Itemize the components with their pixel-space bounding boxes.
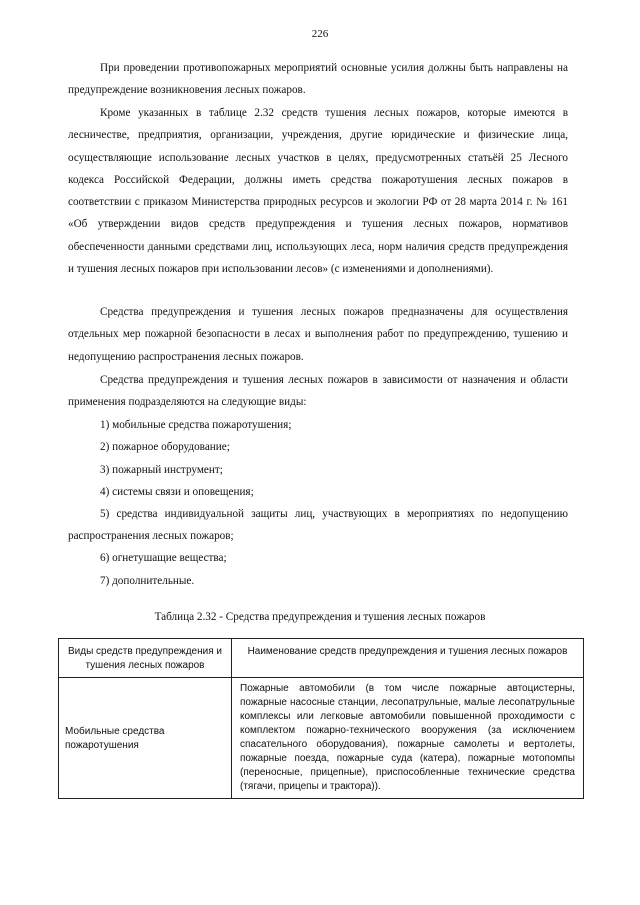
- table-header-row: [59, 639, 584, 678]
- cell-type: Мобильные средства пожаротушения: [59, 678, 232, 799]
- table-row: [59, 678, 584, 799]
- means-table: [58, 638, 584, 799]
- list-item: 3) пожарный инструмент;: [100, 464, 223, 476]
- paragraph-classification: Средства предупреждения и тушения лесных пожаров в зависимости от назначения и области применения подразделяются на следующие виды:: [68, 374, 568, 409]
- list-item: 6) огнетушащие вещества;: [100, 552, 227, 564]
- paragraph-requirements: Кроме указанных в таблице 2.32 средств тушения лесных пожаров, которые имеются в лесничестве, предприятия, организации, учреждения, другие юридические и физические лица, осуществляющие использование лесных участков в целях, предусмотренных статьёй 25 Лесного кодекса Российской Федерации, должны иметь средства пожаротушения лесных пожаров в соответствии с приказом Министерства природных ресурсов и экологии РФ от 28 марта 2014 г. № 161 «Об утверждении видов средств предупреждения и тушения лесных пожаров, нормативов обеспеченности данными средствами лиц, использующих леса, норм наличия средств предупреждения и тушения лесных пожаров при использовании лесов» (с изменениями и дополнениями).: [68, 107, 568, 276]
- list-item: 7) дополнительные.: [100, 575, 195, 587]
- paragraph-purpose: Средства предупреждения и тушения лесных пожаров предназначены для осуществления отдельных мер пожарной безопасности в лесах и выполнения работ по предупреждению, тушению и недопущению распространения лесных пожаров.: [68, 306, 568, 363]
- list-item: 2) пожарное оборудование;: [100, 441, 230, 453]
- header-types: Виды средств предупреждения и тушения лесных пожаров: [59, 639, 232, 678]
- table-caption: Таблица 2.32 - Средства предупреждения и тушения лесных пожаров: [154, 611, 486, 623]
- paragraph-intro: При проведении противопожарных мероприятий основные усилия должны быть направлены на предупреждение возникновения лесных пожаров.: [68, 62, 568, 97]
- list-item: 4) системы связи и оповещения;: [100, 486, 254, 498]
- list-item: 1) мобильные средства пожаротушения;: [100, 419, 292, 431]
- list-item: 5) средства индивидуальной защиты лиц, участвующих в мероприятиях по недопущению распространения лесных пожаров;: [68, 508, 568, 543]
- header-names: Наименование средств предупреждения и тушения лесных пожаров: [232, 639, 584, 678]
- cell-description: Пожарные автомобили (в том числе пожарные автоцистерны, пожарные насосные станции, лесопатрульные, малые лесопатрульные комплексы или легковые автомобили повышенной проходимости с комплектом пожарно-технического вооружения (за исключением спасательного оборудования), пожарные самолеты и вертолеты, пожарные поезда, пожарные суда (катера), пожарные мотопомпы (переносные, прицепные), приспособленные технические средства (тягачи, прицепы и трактора)).: [232, 678, 584, 799]
- page-number: 226: [311, 28, 329, 40]
